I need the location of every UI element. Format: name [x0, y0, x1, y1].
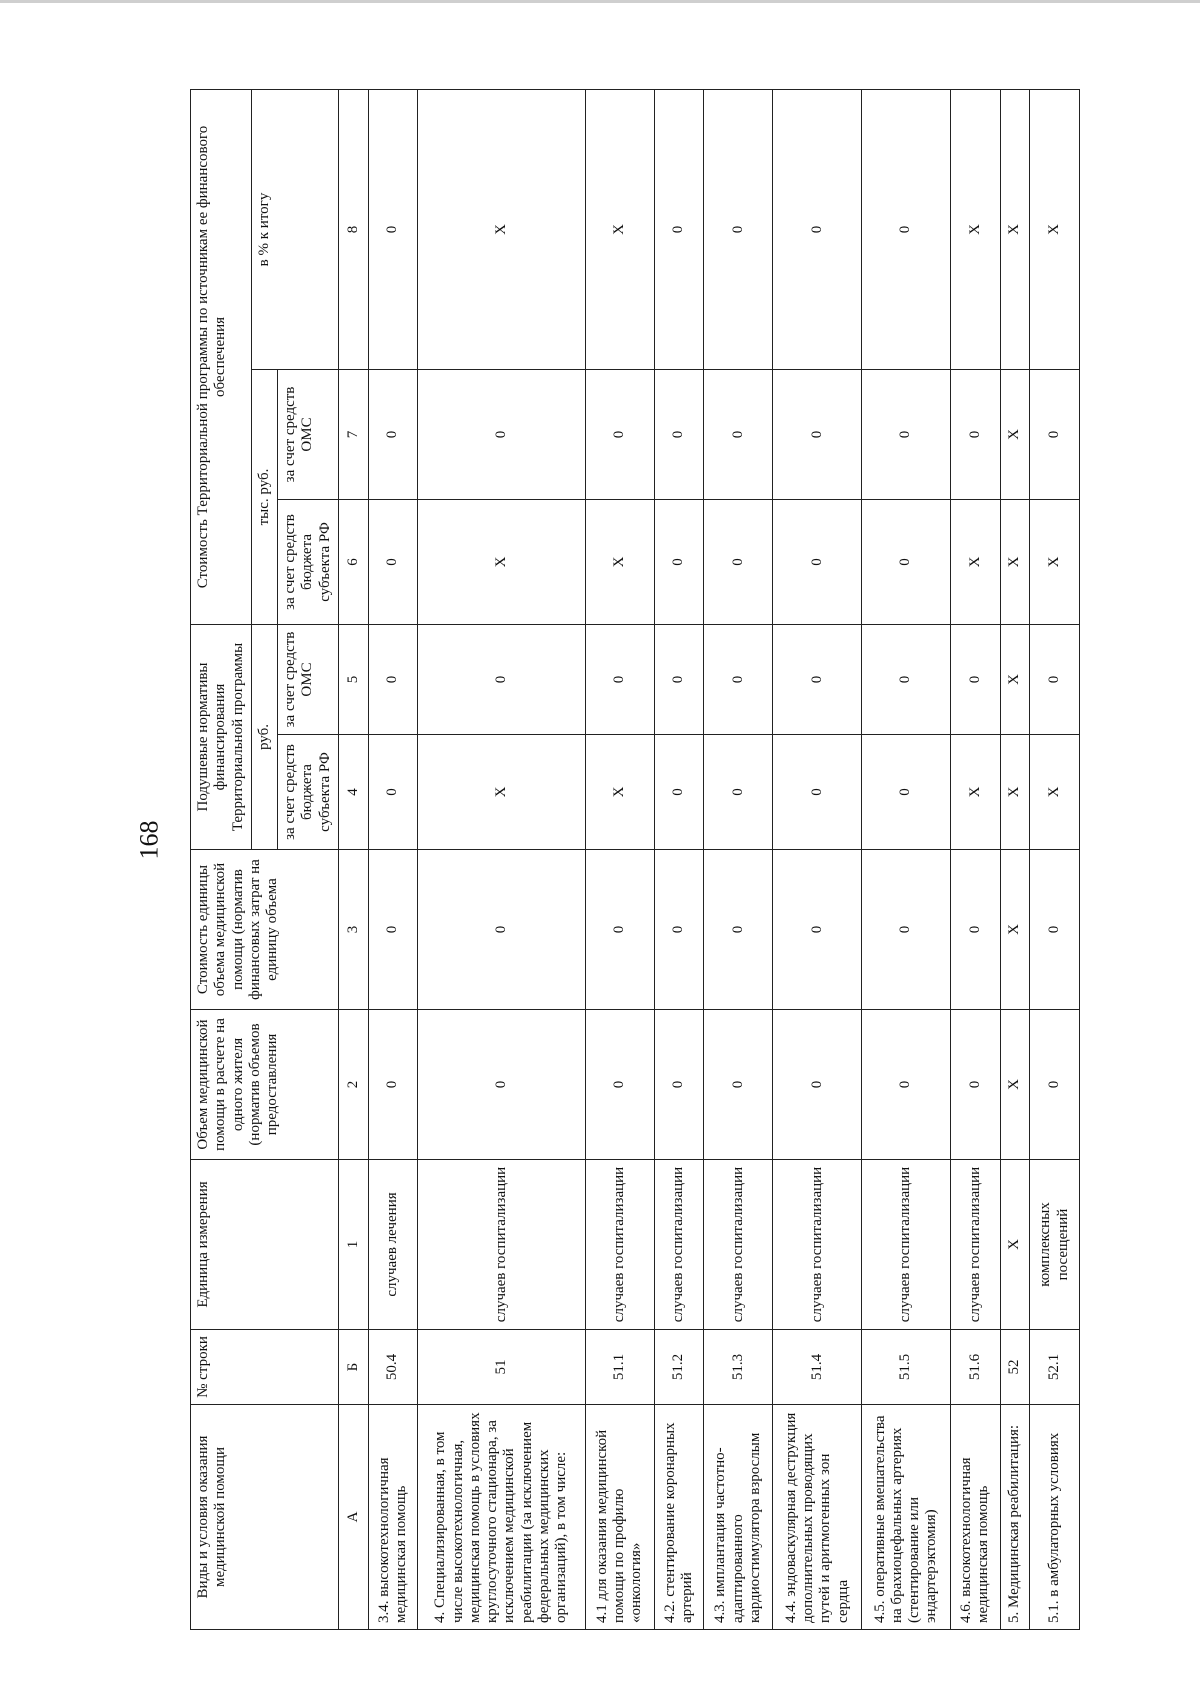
row-per-capita-oms: 0 — [585, 624, 654, 734]
row-percent: Х — [1000, 89, 1030, 369]
index-cell: 5 — [338, 624, 368, 734]
row-unit-cost: 0 — [1030, 850, 1080, 1010]
row-line: 50.4 — [368, 1330, 418, 1405]
table-row — [418, 89, 585, 1629]
row-unit-cost: 0 — [418, 850, 585, 1010]
row-name: 4.6. высокотехнологичная медицинская помощь — [951, 1405, 1001, 1630]
row-per-capita-oms: 0 — [654, 624, 704, 734]
row-volume: Х — [1000, 1010, 1030, 1160]
header-volume: Объем медицинской помощи в расчете на одного жителя (норматив объемов предоставления — [191, 1010, 339, 1160]
row-name: 3.4. высокотехнологичная медицинская помощь — [368, 1405, 418, 1630]
row-name: 4.1 для оказания медицинской помощи по профилю «онкология» — [585, 1405, 654, 1630]
row-unit-cost: 0 — [862, 850, 951, 1010]
row-unit-cost: 0 — [654, 850, 704, 1010]
index-cell: 1 — [338, 1160, 368, 1330]
row-per-capita-oms: 0 — [773, 624, 862, 734]
row-volume: 0 — [654, 1010, 704, 1160]
row-cost-budget: 0 — [704, 499, 773, 624]
row-percent: Х — [418, 89, 585, 369]
row-unit: случаев госпитализации — [418, 1160, 585, 1330]
row-cost-oms: 0 — [585, 369, 654, 499]
row-name: 4.5. оперативные вмешательства на брахиоцефальных артериях (стентирование или эндартерэктомия) — [862, 1405, 951, 1630]
row-name: 5. Медицинская реабилитация: — [1000, 1405, 1030, 1630]
index-row — [338, 89, 368, 1629]
row-line: 51.3 — [704, 1330, 773, 1405]
row-unit: случаев госпитализации — [862, 1160, 951, 1330]
index-cell: 3 — [338, 850, 368, 1010]
row-percent: 0 — [773, 89, 862, 369]
row-per-capita-budget: 0 — [368, 735, 418, 850]
row-volume: 0 — [418, 1010, 585, 1160]
row-line: 51.1 — [585, 1330, 654, 1405]
row-per-capita-oms: 0 — [1030, 624, 1080, 734]
table-row — [654, 89, 704, 1629]
table-row — [368, 89, 418, 1629]
row-per-capita-oms: 0 — [704, 624, 773, 734]
header-unit-cost: Стоимость единицы объема медицинской помощи (норматив финансовых затрат на единицу объема — [191, 850, 339, 1010]
table-row — [1030, 89, 1080, 1629]
row-unit: случаев госпитализации — [951, 1160, 1001, 1330]
row-per-capita-budget: 0 — [704, 735, 773, 850]
row-per-capita-budget: 0 — [862, 735, 951, 850]
row-cost-budget: Х — [585, 499, 654, 624]
index-cell: А — [338, 1405, 368, 1630]
row-unit: комплексных посещений — [1030, 1160, 1080, 1330]
table-row — [773, 89, 862, 1629]
row-percent: 0 — [704, 89, 773, 369]
row-cost-oms: Х — [1000, 369, 1030, 499]
row-name: 5.1. в амбулаторных условиях — [1030, 1405, 1080, 1630]
row-per-capita-budget: Х — [418, 735, 585, 850]
header-oms-cost: за счет средств ОМС — [278, 369, 339, 499]
row-per-capita-oms: 0 — [418, 624, 585, 734]
header-thousand-rub: тыс. руб. — [251, 369, 277, 624]
row-percent: 0 — [862, 89, 951, 369]
row-unit-cost: Х — [1000, 850, 1030, 1010]
index-cell: Б — [338, 1330, 368, 1405]
header-rub: руб. — [251, 624, 277, 849]
header-oms-per-capita: за счет средств ОМС — [278, 624, 339, 734]
table-row — [704, 89, 773, 1629]
row-name: 4.3. имплантация частотно-адаптированного кардиостимулятора взрослым — [704, 1405, 773, 1630]
row-per-capita-oms: Х — [1000, 624, 1030, 734]
index-cell: 6 — [338, 499, 368, 624]
header-line-no: № строки — [191, 1330, 339, 1405]
row-unit-cost: 0 — [951, 850, 1001, 1010]
financing-table — [190, 89, 1080, 1630]
row-percent: Х — [585, 89, 654, 369]
row-per-capita-budget: Х — [1000, 735, 1030, 850]
row-unit-cost: 0 — [368, 850, 418, 1010]
row-unit: случаев госпитализации — [773, 1160, 862, 1330]
row-cost-budget: 0 — [368, 499, 418, 624]
row-cost-budget: 0 — [654, 499, 704, 624]
table-row — [1000, 89, 1030, 1629]
row-name: 4.2. стентирование коронарных артерий — [654, 1405, 704, 1630]
index-cell: 4 — [338, 735, 368, 850]
row-unit: случаев лечения — [368, 1160, 418, 1330]
row-cost-oms: 0 — [862, 369, 951, 499]
row-unit: случаев госпитализации — [585, 1160, 654, 1330]
header-per-capita: Подушевые нормативы финансирования Территориальной программы — [191, 624, 252, 849]
rotated-table-wrapper — [190, 90, 1080, 1630]
page-number: 168 — [134, 820, 164, 860]
row-unit: случаев госпитализации — [654, 1160, 704, 1330]
row-percent: 0 — [368, 89, 418, 369]
row-per-capita-budget: Х — [951, 735, 1001, 850]
row-line: 52.1 — [1030, 1330, 1080, 1405]
row-volume: 0 — [704, 1010, 773, 1160]
header-budget-subject-cost: за счет средств бюджета субъекта РФ — [278, 499, 339, 624]
row-cost-budget: Х — [418, 499, 585, 624]
row-per-capita-budget: 0 — [773, 735, 862, 850]
row-volume: 0 — [585, 1010, 654, 1160]
row-unit-cost: 0 — [773, 850, 862, 1010]
row-unit: Х — [1000, 1160, 1030, 1330]
row-cost-oms: 0 — [704, 369, 773, 499]
header-unit: Единица измерения — [191, 1160, 339, 1330]
row-per-capita-oms: 0 — [368, 624, 418, 734]
row-volume: 0 — [368, 1010, 418, 1160]
scan-edge — [0, 0, 1200, 3]
row-cost-budget: 0 — [862, 499, 951, 624]
row-cost-oms: 0 — [418, 369, 585, 499]
table-row — [951, 89, 1001, 1629]
row-line: 51.5 — [862, 1330, 951, 1405]
row-percent: 0 — [654, 89, 704, 369]
row-line: 52 — [1000, 1330, 1030, 1405]
row-volume: 0 — [862, 1010, 951, 1160]
row-cost-oms: 0 — [951, 369, 1001, 499]
row-cost-budget: 0 — [773, 499, 862, 624]
header-budget-subject-per-capita: за счет средств бюджета субъекта РФ — [278, 735, 339, 850]
row-per-capita-budget: Х — [585, 735, 654, 850]
row-cost-budget: Х — [1030, 499, 1080, 624]
table-row — [585, 89, 654, 1629]
row-per-capita-oms: 0 — [862, 624, 951, 734]
row-per-capita-budget: 0 — [654, 735, 704, 850]
row-line: 51.6 — [951, 1330, 1001, 1405]
row-cost-oms: 0 — [1030, 369, 1080, 499]
row-per-capita-budget: Х — [1030, 735, 1080, 850]
row-unit: случаев госпитализации — [704, 1160, 773, 1330]
row-cost-budget: Х — [951, 499, 1001, 624]
row-cost-oms: 0 — [654, 369, 704, 499]
row-cost-oms: 0 — [368, 369, 418, 499]
row-unit-cost: 0 — [704, 850, 773, 1010]
row-line: 51 — [418, 1330, 585, 1405]
row-volume: 0 — [951, 1010, 1001, 1160]
table-row — [862, 89, 951, 1629]
index-cell: 7 — [338, 369, 368, 499]
row-name: 4.4. эндоваскулярная деструкция дополнительных проводящих путей и аритмогенных зон сердца — [773, 1405, 862, 1630]
row-cost-oms: 0 — [773, 369, 862, 499]
header-type: Виды и условия оказания медицинской помощи — [191, 1405, 339, 1630]
row-name: 4. Специализированная, в том числе высокотехнологичная, медицинская помощь в условиях круглосуточного стационара, за исключением медицинской реабилитации (за исключением федеральных медицинских организаций), в том числе: — [418, 1405, 585, 1630]
header-row-1 — [191, 89, 252, 1629]
header-percent-total: в % к итогу — [251, 89, 338, 369]
row-cost-budget: Х — [1000, 499, 1030, 624]
row-line: 51.4 — [773, 1330, 862, 1405]
header-cost-by-source: Стоимость Территориальной программы по источникам ее финансового обеспечения — [191, 89, 252, 624]
row-volume: 0 — [1030, 1010, 1080, 1160]
row-per-capita-oms: 0 — [951, 624, 1001, 734]
row-percent: Х — [1030, 89, 1080, 369]
index-cell: 2 — [338, 1010, 368, 1160]
index-cell: 8 — [338, 89, 368, 369]
row-line: 51.2 — [654, 1330, 704, 1405]
row-volume: 0 — [773, 1010, 862, 1160]
row-unit-cost: 0 — [585, 850, 654, 1010]
row-percent: Х — [951, 89, 1001, 369]
